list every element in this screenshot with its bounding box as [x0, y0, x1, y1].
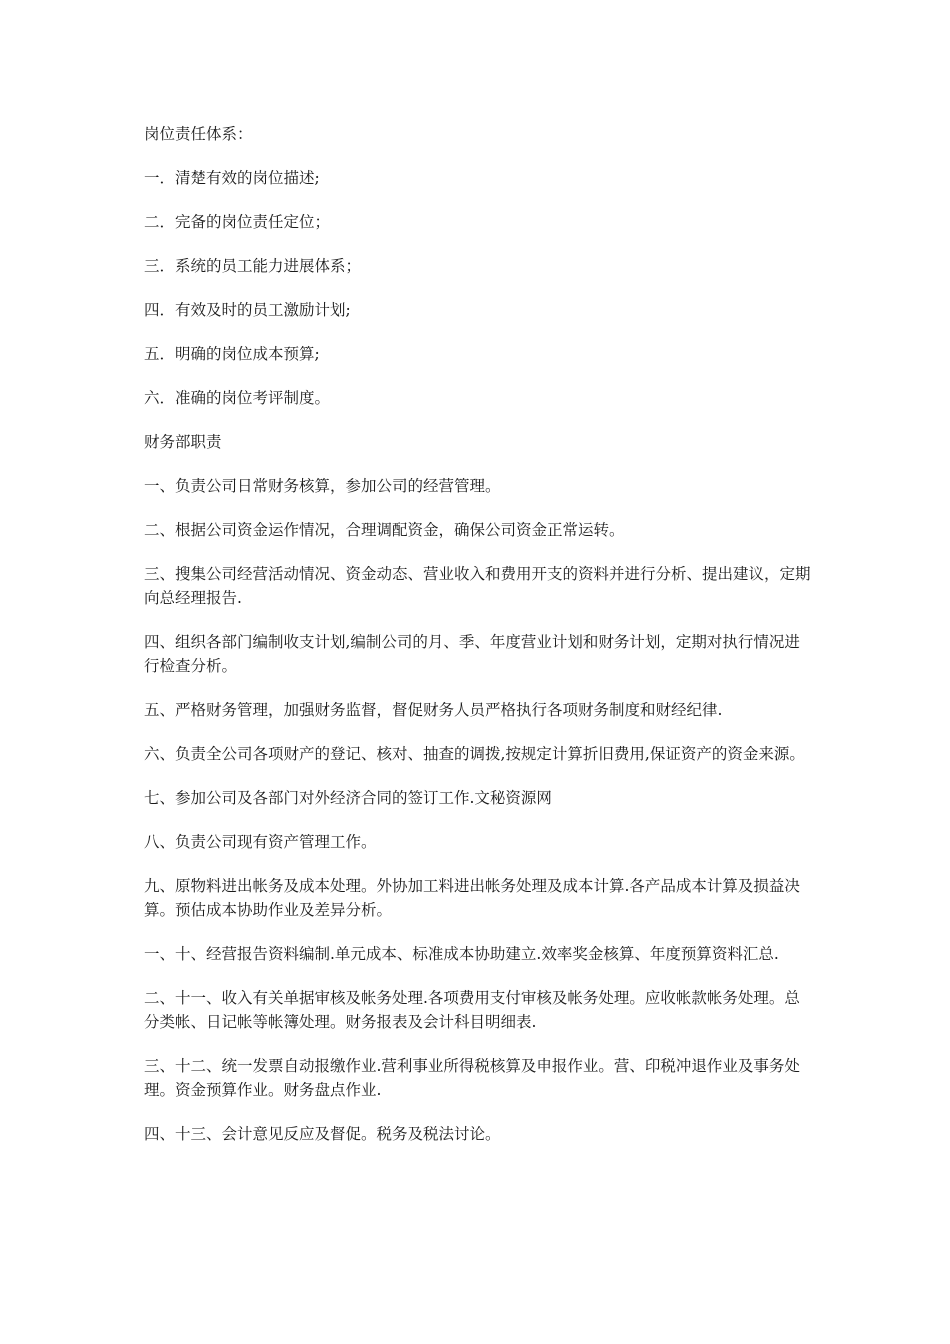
list-item: 五．明确的岗位成本预算; [144, 345, 320, 363]
list-item: 二、十一、收入有关单据审核及帐务处理.各项费用支付审核及帐务处理。应收帐款帐务处理。总分类帐、日记帐等帐簿处理。财务报表及会计科目明细表. [144, 989, 800, 1031]
list-item: 九、原物料进出帐务及成本处理。外协加工料进出帐务处理及成本计算.各产品成本计算及损益决算。预估成本协助作业及差异分析。 [144, 877, 800, 919]
list-item: 八、负责公司现有资产管理工作。 [144, 833, 377, 851]
list-item: 六、负责全公司各项财产的登记、核对、抽查的调拨,按规定计算折旧费用,保证资产的资金来源。 [144, 745, 805, 763]
list-item: 四．有效及时的员工激励计划; [144, 301, 351, 319]
list-item: 一、负责公司日常财务核算，参加公司的经营管理。 [144, 477, 501, 495]
list-item: 一．清楚有效的岗位描述; [144, 169, 320, 187]
list-item: 四、十三、会计意见反应及督促。税务及税法讨论。 [144, 1125, 501, 1143]
list-item: 三．系统的员工能力进展体系； [144, 257, 362, 275]
list-item: 七、参加公司及各部门对外经济合同的签订工作.文秘资源网 [144, 789, 552, 807]
list-item: 二．完备的岗位责任定位； [144, 213, 331, 231]
list-item: 五、严格财务管理，加强财务监督，督促财务人员严格执行各项财务制度和财经纪律. [144, 701, 723, 719]
section-heading-job-responsibility: 岗位责任体系： [144, 125, 253, 143]
list-item: 二、根据公司资金运作情况，合理调配资金，确保公司资金正常运转。 [144, 521, 625, 539]
list-item: 一、十、经营报告资料编制.单元成本、标准成本协助建立.效率奖金核算、年度预算资料汇总. [144, 945, 779, 963]
list-item: 三、搜集公司经营活动情况、资金动态、营业收入和费用开支的资料并进行分析、提出建议，定期向总经理报告. [144, 565, 811, 607]
list-item: 三、十二、统一发票自动报缴作业.营利事业所得税核算及申报作业。营、印税冲退作业及事务处理。资金预算作业。财务盘点作业. [144, 1057, 800, 1099]
list-item: 六．准确的岗位考评制度。 [144, 389, 331, 407]
list-item: 四、组织各部门编制收支计划,编制公司的月、季、年度营业计划和财务计划，定期对执行情况进行检查分析。 [144, 633, 800, 675]
document-body [144, 122, 812, 1166]
section-heading-finance-duties: 财务部职责 [144, 433, 222, 451]
